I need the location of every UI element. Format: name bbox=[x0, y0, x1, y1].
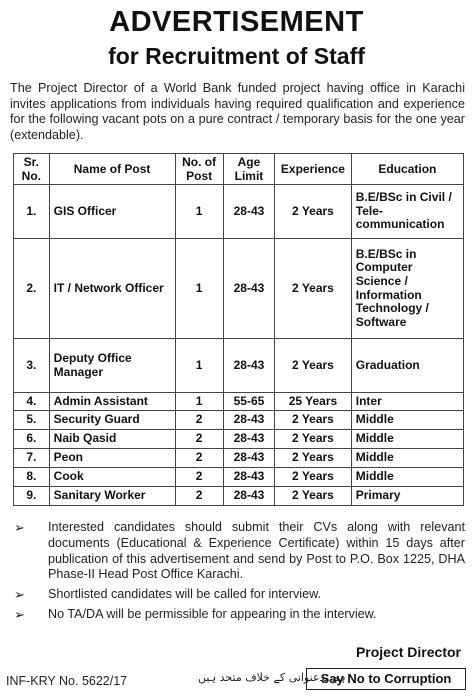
table-row bbox=[14, 430, 464, 449]
header-age-limit: Age Limit bbox=[223, 154, 274, 185]
arrow-bullet-icon: ➢ bbox=[14, 587, 25, 603]
cell-age-limit: 28-43 bbox=[223, 185, 274, 239]
list-item bbox=[10, 607, 465, 623]
cell-age-limit: 28-43 bbox=[223, 239, 274, 339]
cell-no-of-post: 1 bbox=[175, 185, 223, 239]
table-row bbox=[14, 239, 464, 339]
cell-sr: 2. bbox=[14, 239, 50, 339]
note-text: Shortlisted candidates will be called for interview. bbox=[48, 587, 322, 602]
cell-education: Primary bbox=[351, 487, 463, 506]
note-text: Interested candidates should submit their CVs along with relevant documents (Educational & Experience Certificate) within 15 days after publication of this advertisement and send by Post to P.O. Box 1225, DHA Phase-II Head Post Office Karachi. bbox=[48, 520, 465, 582]
cell-post-name: IT / Network Officer bbox=[49, 239, 175, 339]
cell-experience: 2 Years bbox=[275, 430, 352, 449]
cell-education: Graduation bbox=[351, 339, 463, 393]
cell-education: Middle bbox=[351, 411, 463, 430]
cell-no-of-post: 1 bbox=[175, 393, 223, 411]
cell-education: B.E/BSc in Computer Science / Information Technology / Software bbox=[351, 239, 463, 339]
list-item bbox=[10, 587, 465, 603]
header-sr-no: Sr. No. bbox=[14, 154, 50, 185]
cell-education: Middle bbox=[351, 449, 463, 468]
cell-post-name: Peon bbox=[49, 449, 175, 468]
note-text: No TA/DA will be permissible for appearing in the interview. bbox=[48, 606, 377, 621]
table-row bbox=[14, 411, 464, 430]
vacancies-table bbox=[13, 153, 464, 506]
cell-experience: 2 Years bbox=[275, 487, 352, 506]
anti-corruption-badge: Say No to Corruption bbox=[306, 668, 466, 690]
cell-post-name: Sanitary Worker bbox=[49, 487, 175, 506]
table-row bbox=[14, 339, 464, 393]
cell-age-limit: 28-43 bbox=[223, 468, 274, 487]
urdu-slogan: ہم بدعنوانی کے خلاف متحد ہیں bbox=[198, 671, 346, 684]
table-row bbox=[14, 487, 464, 506]
cell-experience: 2 Years bbox=[275, 468, 352, 487]
cell-age-limit: 55-65 bbox=[223, 393, 274, 411]
cell-age-limit: 28-43 bbox=[223, 339, 274, 393]
table-row bbox=[14, 449, 464, 468]
cell-post-name: GIS Officer bbox=[49, 185, 175, 239]
cell-age-limit: 28-43 bbox=[223, 430, 274, 449]
table-row bbox=[14, 393, 464, 411]
cell-no-of-post: 1 bbox=[175, 339, 223, 393]
header-education: Education bbox=[351, 154, 463, 185]
intro-paragraph: The Project Director of a World Bank funded project having office in Karachi invites applications from individuals having required qualification and experience for the following vacant pots on a pure contract / temporary basis for the one year (extendable). bbox=[10, 81, 465, 142]
cell-post-name: Cook bbox=[49, 468, 175, 487]
cell-experience: 2 Years bbox=[275, 239, 352, 339]
cell-sr: 1. bbox=[14, 185, 50, 239]
cell-education: Inter bbox=[351, 393, 463, 411]
cell-no-of-post: 2 bbox=[175, 411, 223, 430]
cell-education: Middle bbox=[351, 430, 463, 449]
cell-sr: 9. bbox=[14, 487, 50, 506]
cell-post-name: Naib Qasid bbox=[49, 430, 175, 449]
cell-experience: 2 Years bbox=[275, 185, 352, 239]
table-row bbox=[14, 468, 464, 487]
header-no-of-post: No. of Post bbox=[175, 154, 223, 185]
cell-experience: 2 Years bbox=[275, 339, 352, 393]
table-header-row bbox=[14, 154, 464, 185]
cell-no-of-post: 2 bbox=[175, 468, 223, 487]
cell-sr: 5. bbox=[14, 411, 50, 430]
cell-age-limit: 28-43 bbox=[223, 487, 274, 506]
cell-age-limit: 28-43 bbox=[223, 411, 274, 430]
cell-sr: 3. bbox=[14, 339, 50, 393]
signature-project-director: Project Director bbox=[355, 644, 461, 660]
cell-post-name: Admin Assistant bbox=[49, 393, 175, 411]
cell-experience: 2 Years bbox=[275, 411, 352, 430]
cell-no-of-post: 2 bbox=[175, 430, 223, 449]
cell-post-name: Deputy Office Manager bbox=[49, 339, 175, 393]
cell-sr: 4. bbox=[14, 393, 50, 411]
cell-no-of-post: 1 bbox=[175, 239, 223, 339]
cell-experience: 25 Years bbox=[275, 393, 352, 411]
cell-no-of-post: 2 bbox=[175, 487, 223, 506]
cell-sr: 8. bbox=[14, 468, 50, 487]
list-item bbox=[10, 520, 465, 583]
instructions-list bbox=[10, 520, 465, 627]
cell-age-limit: 28-43 bbox=[223, 449, 274, 468]
advertisement-subtitle: for Recruitment of Staff bbox=[108, 43, 365, 69]
arrow-bullet-icon: ➢ bbox=[14, 520, 25, 535]
cell-education: Middle bbox=[351, 468, 463, 487]
header-name-of-post: Name of Post bbox=[49, 154, 175, 185]
header-experience: Experience bbox=[275, 154, 352, 185]
advertisement-title: ADVERTISEMENT bbox=[109, 6, 364, 38]
cell-post-name: Security Guard bbox=[49, 411, 175, 430]
cell-experience: 2 Years bbox=[275, 449, 352, 468]
arrow-bullet-icon: ➢ bbox=[14, 606, 25, 622]
table-row bbox=[14, 185, 464, 239]
cell-education: B.E/BSc in Civil / Tele-communication bbox=[351, 185, 463, 239]
cell-no-of-post: 2 bbox=[175, 449, 223, 468]
cell-sr: 7. bbox=[14, 449, 50, 468]
reference-number: INF-KRY No. 5622/17 bbox=[6, 674, 128, 688]
cell-sr: 6. bbox=[14, 430, 50, 449]
